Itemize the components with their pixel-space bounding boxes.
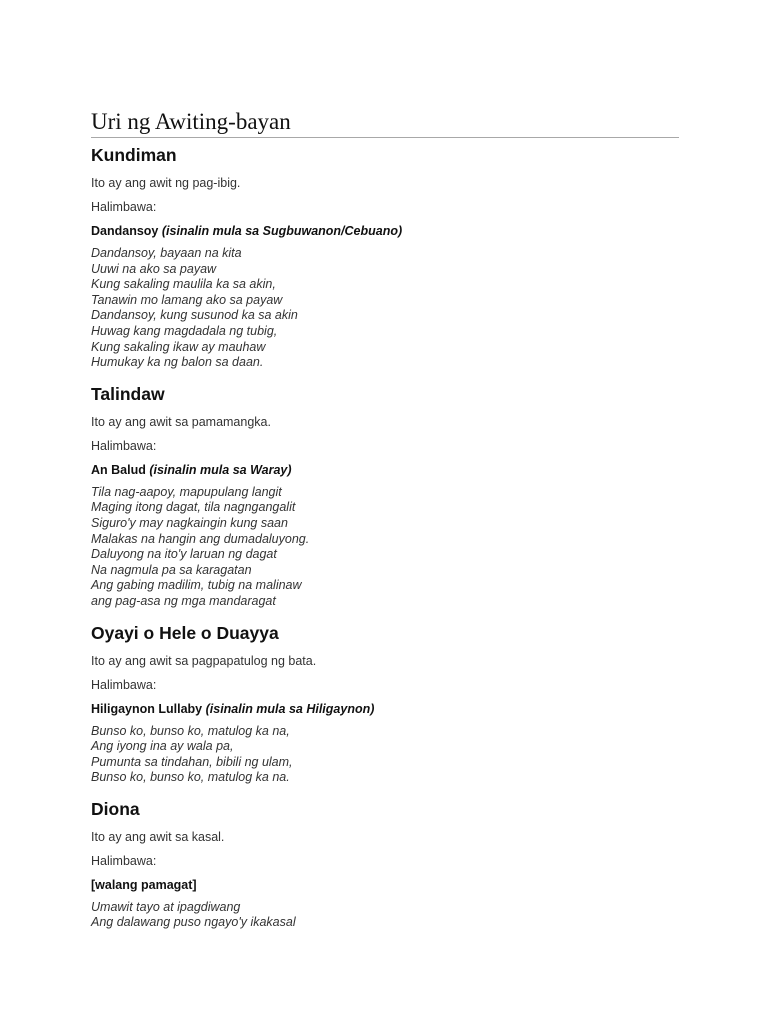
document-page [91, 108, 679, 931]
section-description: Ito ay ang awit sa pamamangka. [91, 414, 271, 429]
section-description: Ito ay ang awit sa kasal. [91, 829, 225, 844]
lyric-line: Na nagmula pa sa karagatan [91, 562, 252, 577]
section-description: Ito ay ang awit sa pagpapatulog ng bata. [91, 653, 317, 668]
song-section [91, 383, 679, 610]
section-heading: Oyayi o Hele o Duayya [91, 622, 279, 643]
song-title-name: [walang pamagat] [91, 877, 197, 892]
song-title [91, 224, 679, 239]
example-label: Halimbawa: [91, 200, 157, 214]
song-origin: (isinalin mula sa Sugbuwanon/Cebuano) [161, 224, 403, 238]
lyric-line: Malakas na hangin ang dumadaluyong. [91, 531, 310, 546]
lyric-line: Humukay ka ng balon sa daan. [91, 355, 264, 370]
lyric-line: Kung sakaling maulila ka sa akin, [91, 277, 276, 292]
lyric-line: Huwag kang magdadala ng tubig, [91, 323, 278, 338]
section-heading: Kundiman [91, 145, 177, 165]
lyric-line: Tanawin mo lamang ako sa payaw [91, 292, 283, 307]
song-title [91, 702, 679, 717]
section-description: Ito ay ang awit ng pag-ibig. [91, 176, 241, 190]
lyric-line: Maging itong dagat, tila nagngangalit [91, 500, 296, 515]
lyrics-block [91, 246, 679, 371]
song-origin: (isinalin mula sa Waray) [149, 462, 292, 477]
lyric-line: Dandansoy, bayaan na kita [91, 246, 242, 260]
lyric-line: Siguro'y may nagkaingin kung saan [91, 515, 288, 530]
song-title [91, 463, 679, 478]
lyrics-block [91, 900, 679, 931]
example-label: Halimbawa: [91, 853, 157, 868]
lyric-line: Daluyong na ito'y laruan ng dagat [91, 547, 277, 562]
song-title-name: Dandansoy [91, 224, 159, 238]
lyric-line: Bunso ko, bunso ko, matulog ka na. [91, 770, 290, 785]
song-title [91, 878, 679, 893]
song-title-name: Hiligaynon Lullaby [91, 701, 203, 716]
sections-container [91, 144, 679, 931]
page-title: Uri ng Awiting-bayan [91, 108, 679, 138]
example-label: Halimbawa: [91, 677, 157, 692]
lyric-line: ang pag-asa ng mga mandaragat [91, 593, 276, 608]
song-section [91, 798, 679, 931]
lyric-line: Ang gabing madilim, tubig na malinaw [91, 578, 302, 593]
lyric-line: Ang dalawang puso ngayo'y ikakasal [91, 915, 296, 930]
lyric-line: Tila nag-aapoy, mapupulang langit [91, 484, 282, 499]
example-label: Halimbawa: [91, 438, 157, 453]
section-heading: Diona [91, 798, 140, 819]
lyric-line: Bunso ko, bunso ko, matulog ka na, [91, 723, 290, 738]
lyric-line: Dandansoy, kung susunod ka sa akin [91, 308, 298, 323]
lyric-line: Kung sakaling ikaw ay mauhaw [91, 339, 266, 354]
lyric-line: Pumunta sa tindahan, bibili ng ulam, [91, 754, 293, 769]
lyrics-block [91, 724, 679, 786]
song-title-name: An Balud [91, 462, 146, 477]
song-section [91, 144, 679, 371]
lyric-line: Uuwi na ako sa payaw [91, 261, 217, 276]
song-section [91, 622, 679, 786]
song-origin: (isinalin mula sa Hiligaynon) [205, 701, 375, 716]
section-heading: Talindaw [91, 383, 165, 404]
lyric-line: Umawit tayo at ipagdiwang [91, 899, 241, 914]
lyric-line: Ang iyong ina ay wala pa, [91, 739, 234, 754]
lyrics-block [91, 485, 679, 610]
